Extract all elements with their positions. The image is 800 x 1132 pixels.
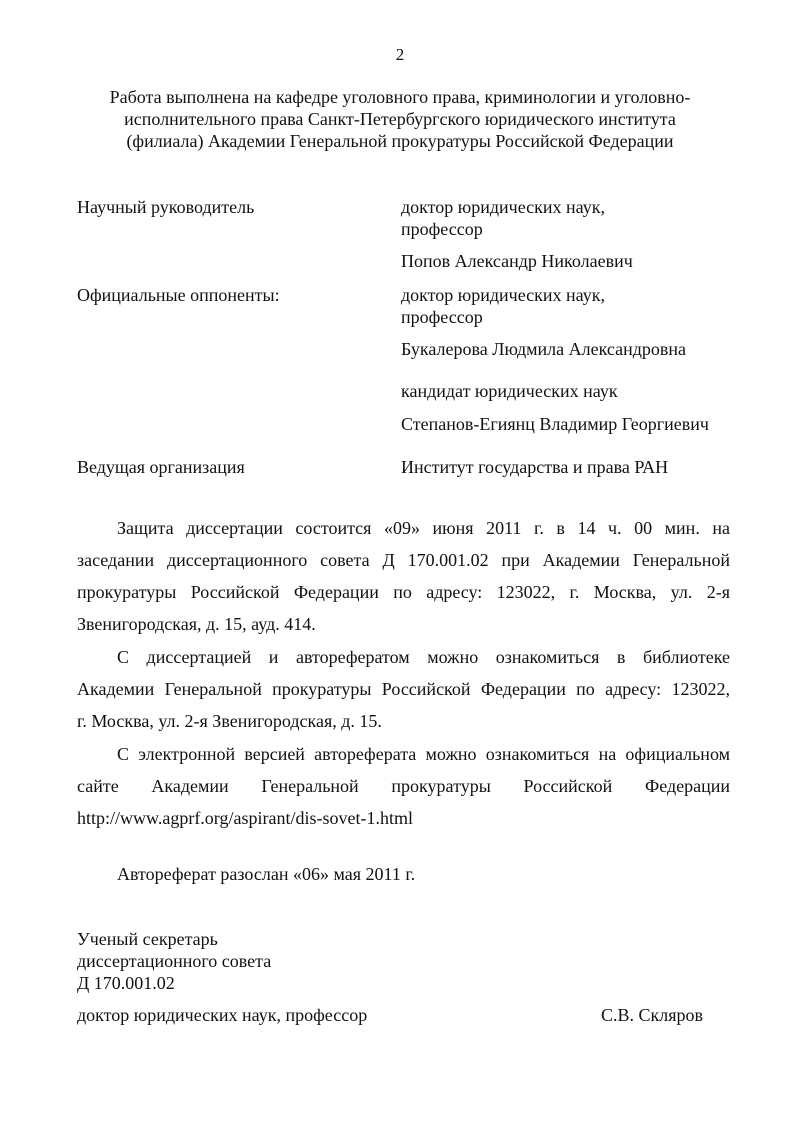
opponent-degree-line: профессор: [401, 307, 483, 327]
secretary-line: Ученый секретарь: [77, 929, 218, 949]
supervisor-degree-line: доктор юридических наук,: [401, 197, 605, 217]
header-line: (филиала) Академии Генеральной прокуратуры Российской Федерации: [126, 131, 674, 151]
supervisor-label: Научный руководитель: [77, 197, 255, 217]
header-line: исполнительного права Санкт-Петербургского юридического института: [124, 109, 676, 129]
mailing-note-text: Автореферат разослан «06» мая 2011 г.: [117, 864, 416, 884]
library-paragraph: [77, 641, 730, 737]
secretary-line: диссертационного совета: [77, 951, 272, 971]
supervisor-degree: [401, 196, 605, 240]
paragraph-line: Защита диссертации состоится «09» июня 2011 г. в 14 ч. 00 мин. на: [117, 518, 730, 538]
paragraph-line: заседании диссертационного совета Д 170.001.02 при Академии Генеральной: [77, 550, 730, 570]
leading-org-value: Институт государства и права РАН: [401, 457, 669, 477]
paragraph-line: С электронной версией автореферата можно ознакомиться на официальном: [117, 744, 730, 764]
paragraph-line: Академии Генеральной прокуратуры Российской Федерации по адресу: 123022,: [77, 679, 730, 699]
leading-org-label: Ведущая организация: [77, 457, 245, 477]
secretary-line: Д 170.001.02: [77, 973, 175, 993]
supervisor-name: Попов Александр Николаевич: [401, 251, 633, 271]
institution-header: [70, 86, 730, 152]
opponent-1-name: Букалерова Людмила Александровна: [401, 339, 687, 359]
page-number: 2: [395, 45, 405, 64]
supervisor-degree-line: профессор: [401, 219, 483, 239]
header-line: Работа выполнена на кафедре уголовного права, криминологии и уголовно-: [109, 87, 691, 107]
paragraph-line: сайте Академии Генеральной прокуратуры Российской Федерации: [77, 776, 730, 796]
opponent-2-name: Степанов-Егиянц Владимир Георгиевич: [401, 414, 709, 434]
paragraph-line: С диссертацией и авторефератом можно ознакомиться в библиотеке: [117, 647, 730, 667]
website-url: http://www.agprf.org/aspirant/dis-sovet-1.html: [77, 808, 413, 828]
secretary-degree: доктор юридических наук, профессор: [77, 1005, 368, 1025]
defense-paragraph: [77, 512, 730, 640]
website-paragraph: [77, 738, 730, 834]
opponent-2-degree: кандидат юридических наук: [401, 381, 618, 401]
opponents-label: Официальные оппоненты:: [77, 285, 280, 305]
opponent-1-degree: [401, 284, 605, 328]
mailing-note: [77, 858, 730, 890]
secretary-name: С.В. Скляров: [601, 1005, 704, 1025]
paragraph-line: г. Москва, ул. 2-я Звенигородская, д. 15.: [77, 711, 382, 731]
opponent-degree-line: доктор юридических наук,: [401, 285, 605, 305]
paragraph-line: прокуратуры Российской Федерации по адресу: 123022, г. Москва, ул. 2-я: [77, 582, 730, 602]
paragraph-line: Звенигородская, д. 15, ауд. 414.: [77, 614, 316, 634]
secretary-title: [77, 928, 271, 994]
